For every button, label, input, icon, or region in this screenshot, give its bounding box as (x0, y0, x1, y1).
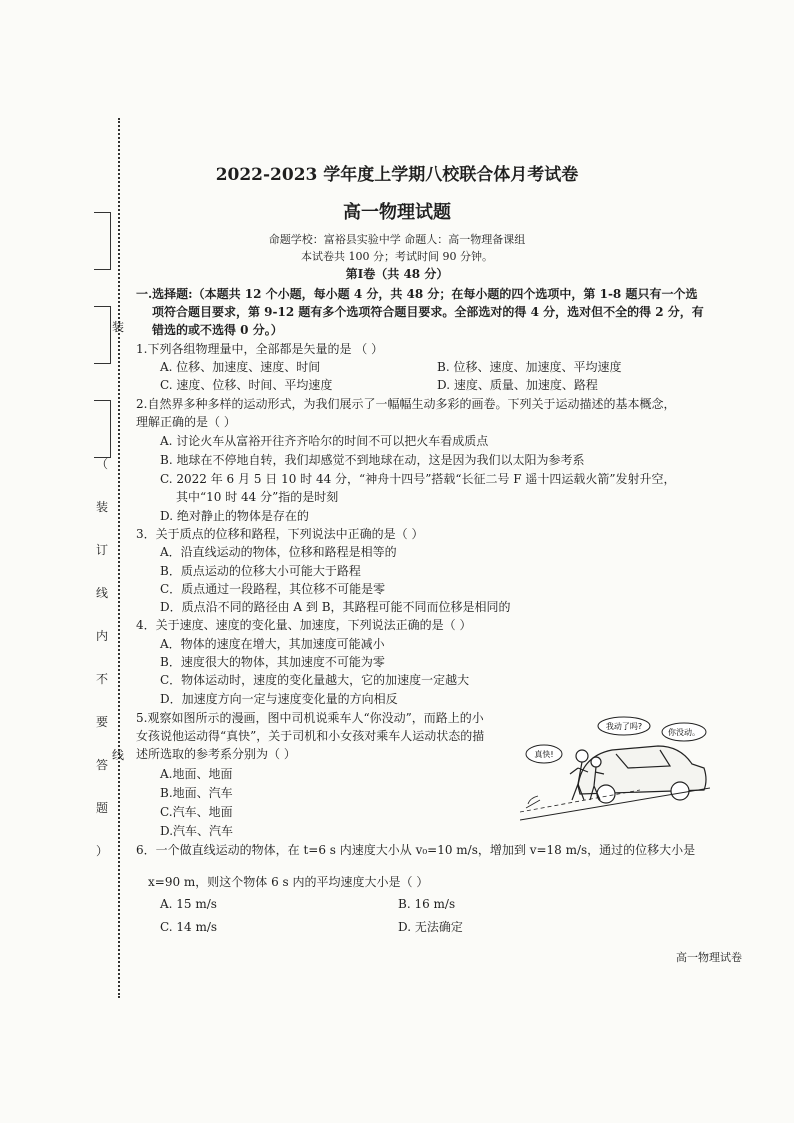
question-2-option-d: D. 绝对静止的物体是存在的 (160, 509, 309, 523)
question-4-option-d: D．加速度方向一定与速度变化量的方向相反 (160, 692, 398, 706)
question-1-option-c: C. 速度、位移、时间、平均速度 (160, 378, 333, 392)
class-box (94, 306, 111, 364)
section-instruction-line: 项符合题目要求，第 9-12 题有多个选项符合题目要求。全部选对的得 4 分，选对但不全的得 2 分，有 (152, 305, 704, 319)
bubble-text: 真快! (534, 750, 554, 759)
section-instruction-line: 一.选择题:（本题共 12 个小题，每小题 4 分，共 48 分；在每小题的四个选项中，第 1-8 题只有一个选 (136, 287, 698, 301)
question-6-option-c: C. 14 m/s (160, 920, 218, 934)
number-box (94, 400, 111, 458)
question-3-option-b: B．质点运动的位移大小可能大于路程 (160, 564, 361, 578)
question-3-stem: 3．关于质点的位移和路程，下列说法中正确的是（ ） (136, 527, 424, 541)
page-footer: 高一物理试卷 (676, 951, 742, 964)
question-1-option-d: D. 速度、质量、加速度、路程 (437, 378, 598, 392)
question-6-option-b: B. 16 m/s (398, 897, 456, 911)
question-6-stem: x=90 m，则这个物体 6 s 内的平均速度大小是（ ） (148, 875, 429, 889)
question-4-option-c: C．物体运动时，速度的变化量越大，它的加速度一定越大 (160, 673, 470, 687)
question-1-option-b: B. 位移、速度、加速度、平均速度 (437, 360, 622, 374)
binding-char: 线 (95, 586, 108, 600)
question-2-option-b: B. 地球在不停地自转，我们却感觉不到地球在动，这是因为我们以太阳为参考系 (160, 453, 585, 467)
question-4-option-a: A．物体的速度在增大，其加速度可能减小 (160, 637, 385, 651)
question-1-stem: 1.下列各组物理量中，全部都是矢量的是 （ ） (136, 342, 384, 356)
binding-char: 要 (95, 715, 108, 729)
binding-char: 装 (95, 500, 108, 514)
exam-subtitle: 高一物理试题 (343, 202, 451, 223)
question-2-option-c: C. 2022 年 6 月 5 日 10 时 44 分，“神舟十四号”搭载“长征二号 F 遥十四运载火箭”发射升空， (160, 472, 676, 486)
binding-side-char-a: 装 (112, 320, 125, 334)
binding-char: 不 (95, 672, 108, 686)
question-3-option-c: C．质点通过一段路程，其位移不可能是零 (160, 582, 386, 596)
question-1-option-a: A. 位移、加速度、速度、时间 (160, 360, 321, 374)
binding-char: （ (95, 457, 108, 471)
binding-char: 订 (95, 543, 108, 557)
question-5-option-b: B.地面、汽车 (160, 786, 233, 800)
binding-char: ） (95, 844, 108, 858)
section-instruction-line: 错选的或不选得 0 分。） (152, 323, 283, 337)
exam-title: 2022-2023 学年度上学期八校联合体月考试卷 (215, 165, 579, 185)
question-6-option-a: A. 15 m/s (160, 897, 217, 911)
question-6-stem: 6．一个做直线运动的物体，在 t=6 s 内速度大小从 v₀=10 m/s，增加到 v=18 m/s，通过的位移大小是 (136, 843, 696, 857)
binding-instruction (92, 455, 112, 885)
question-5-option-d: D.汽车、汽车 (160, 824, 234, 838)
question-3-option-a: A．沿直线运动的物体，位移和路程是相等的 (160, 545, 397, 559)
question-2-option-c-cont: 其中“10 时 44 分”指的是时刻 (176, 490, 339, 504)
question-4-stem: 4．关于速度、速度的变化量、加速度，下列说法正确的是（ ） (136, 618, 472, 632)
question-5-option-c: C.汽车、地面 (160, 805, 233, 819)
binding-char: 题 (95, 801, 108, 815)
binding-char: 答 (95, 758, 108, 772)
question-5-stem: 女孩说他运动得“真快”，关于司机和小女孩对乘车人运动状态的描 (136, 729, 485, 743)
question-6-option-d: D. 无法确定 (398, 920, 463, 934)
bubble-text: 你没动。 (668, 728, 700, 737)
cartoon-illustration (520, 716, 710, 826)
binding-side-char-b: 线 (112, 748, 125, 762)
question-3-option-d: D．质点沿不同的路径由 A 到 B，其路程可能不同而位移是相同的 (160, 600, 511, 614)
part-heading: 第Ⅰ卷（共 48 分） (345, 267, 449, 281)
binding-char: 内 (95, 629, 108, 643)
question-2-option-a: A. 讨论火车从富裕开往齐齐哈尔的时间不可以把火车看成质点 (160, 434, 489, 448)
exam-info-score: 本试卷共 100 分；考试时间 90 分钟。 (301, 250, 493, 263)
bubble-text: 我动了吗? (605, 722, 643, 731)
question-5-stem: 述所选取的参考系分别为（ ） (136, 747, 296, 761)
question-2-stem: 理解正确的是（ ） (136, 415, 236, 429)
exam-info-authors: 命题学校：富裕县实验中学 命题人：高一物理备课组 (268, 233, 526, 246)
question-4-option-b: B．速度很大的物体，其加速度不可能为零 (160, 655, 385, 669)
question-5-option-a: A.地面、地面 (160, 767, 233, 781)
question-5-stem: 5.观察如图所示的漫画，图中司机说乘车人“你没动”，而路上的小 (136, 711, 484, 725)
question-2-stem: 2.自然界多种多样的运动形式，为我们展示了一幅幅生动多彩的画卷。下列关于运动描述的基本概念， (136, 397, 676, 411)
